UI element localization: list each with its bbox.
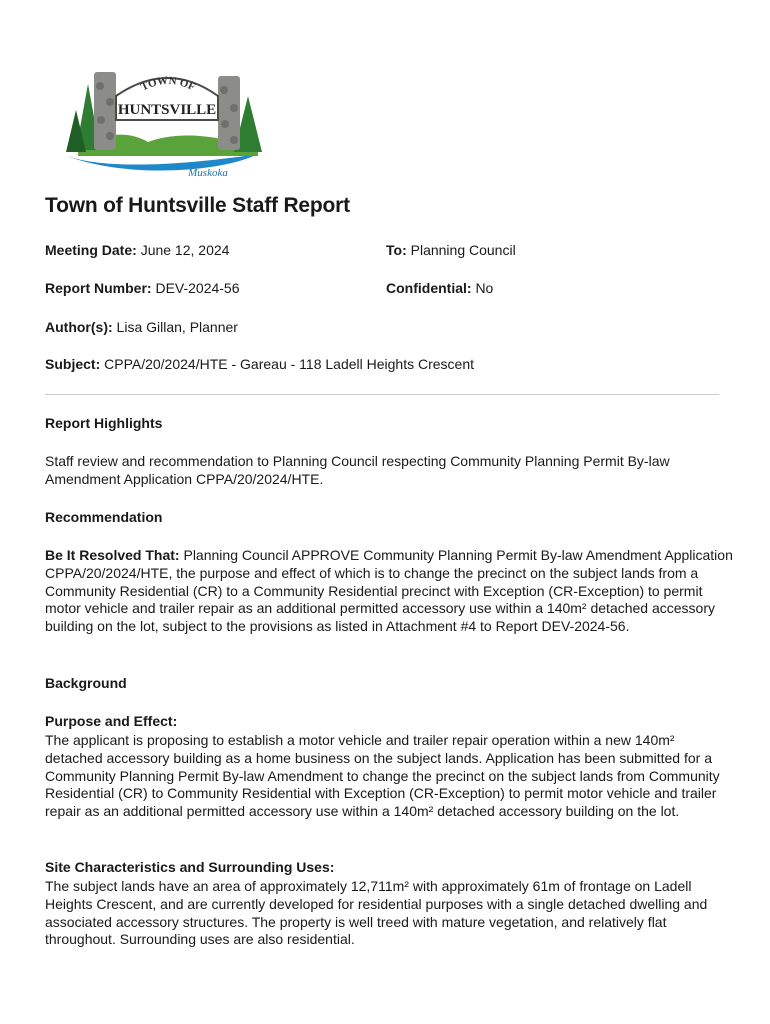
subject-value: CPPA/20/2024/HTE - Gareau - 118 Ladell Heights Crescent: [104, 356, 475, 372]
report-title: Town of Huntsville Staff Report: [45, 194, 350, 217]
confidential-label: Confidential:: [386, 280, 472, 296]
highlights-heading: Report Highlights: [45, 415, 163, 431]
meeting-date-row: [45, 242, 229, 258]
recommendation-paragraph: [45, 547, 735, 636]
water-swoosh: [62, 154, 258, 171]
recommendation-heading: Recommendation: [45, 509, 163, 525]
recommendation-text: Planning Council APPROVE Community Planning Permit By-law Amendment Application CPPA/20/2024/HTE, the purpose and effect of which is to change the precinct on the subject lands from a Community Residential (CR) to a Community Residential precinct with Exception (CR-Exception) to permit motor vehicle and trailer repair as an additional permitted accessory use within a 140m² detached accessory building on the lot, subject to the provisions as listed in Attachment #4 to Report DEV-2024-56.: [45, 547, 733, 635]
logo-arch-text: TOWN OF: [138, 74, 198, 94]
logo-name-text: HUNTSVILLE: [117, 102, 217, 118]
highlights-text: Staff review and recommendation to Planning Council respecting Community Planning Permit By-law Amendment Application CPPA/20/2024/HTE.: [45, 453, 670, 487]
purpose-text: The applicant is proposing to establish a motor vehicle and trailer repair operation within a new 140m² detached accessory building as a home business on the subject lands. Application has been submitted for a Community Planning Permit By-law Amendment to change the precinct on the subject lands from Community Residential (CR) to Community Residential with Exception (CR-Exception) to permit motor vehicle and trailer repair as an additional permitted accessory use within a 140m² detached accessory building on the lot.: [45, 732, 720, 820]
meeting-date-label: Meeting Date:: [45, 242, 137, 258]
purpose-heading: Purpose and Effect:: [45, 713, 178, 729]
to-value: Planning Council: [410, 242, 516, 258]
subject-row: [45, 356, 474, 372]
recommendation-lead: Be It Resolved That:: [45, 547, 180, 563]
confidential-value: No: [475, 280, 494, 296]
to-row: [386, 242, 516, 258]
site-text: The subject lands have an area of approximately 12,711m² with approximately 61m of frontage on Ladell Heights Crescent, and are currently developed for residential purposes with a single detached dwelling and associated accessory structures. The property is well treed with mature vegetation, and relatively flat throughout. Surrounding uses are also residential.: [45, 878, 708, 948]
logo-script-text: Muskoka: [188, 167, 228, 179]
to-label: To:: [386, 242, 407, 258]
meeting-date-value: June 12, 2024: [140, 242, 230, 258]
report-number-label: Report Number:: [45, 280, 152, 296]
huntsville-logo-graphic: [58, 62, 270, 180]
background-heading: Background: [45, 675, 127, 691]
authors-label: Author(s):: [45, 319, 113, 335]
divider: [45, 394, 719, 395]
authors-value: Lisa Gillan, Planner: [116, 319, 238, 335]
report-number-value: DEV-2024-56: [155, 280, 240, 296]
town-logo: [58, 62, 270, 180]
authors-row: [45, 319, 238, 335]
site-heading: Site Characteristics and Surrounding Uses:: [45, 859, 335, 875]
subject-label: Subject:: [45, 356, 101, 372]
confidential-row: [386, 280, 493, 296]
report-number-row: [45, 280, 240, 296]
